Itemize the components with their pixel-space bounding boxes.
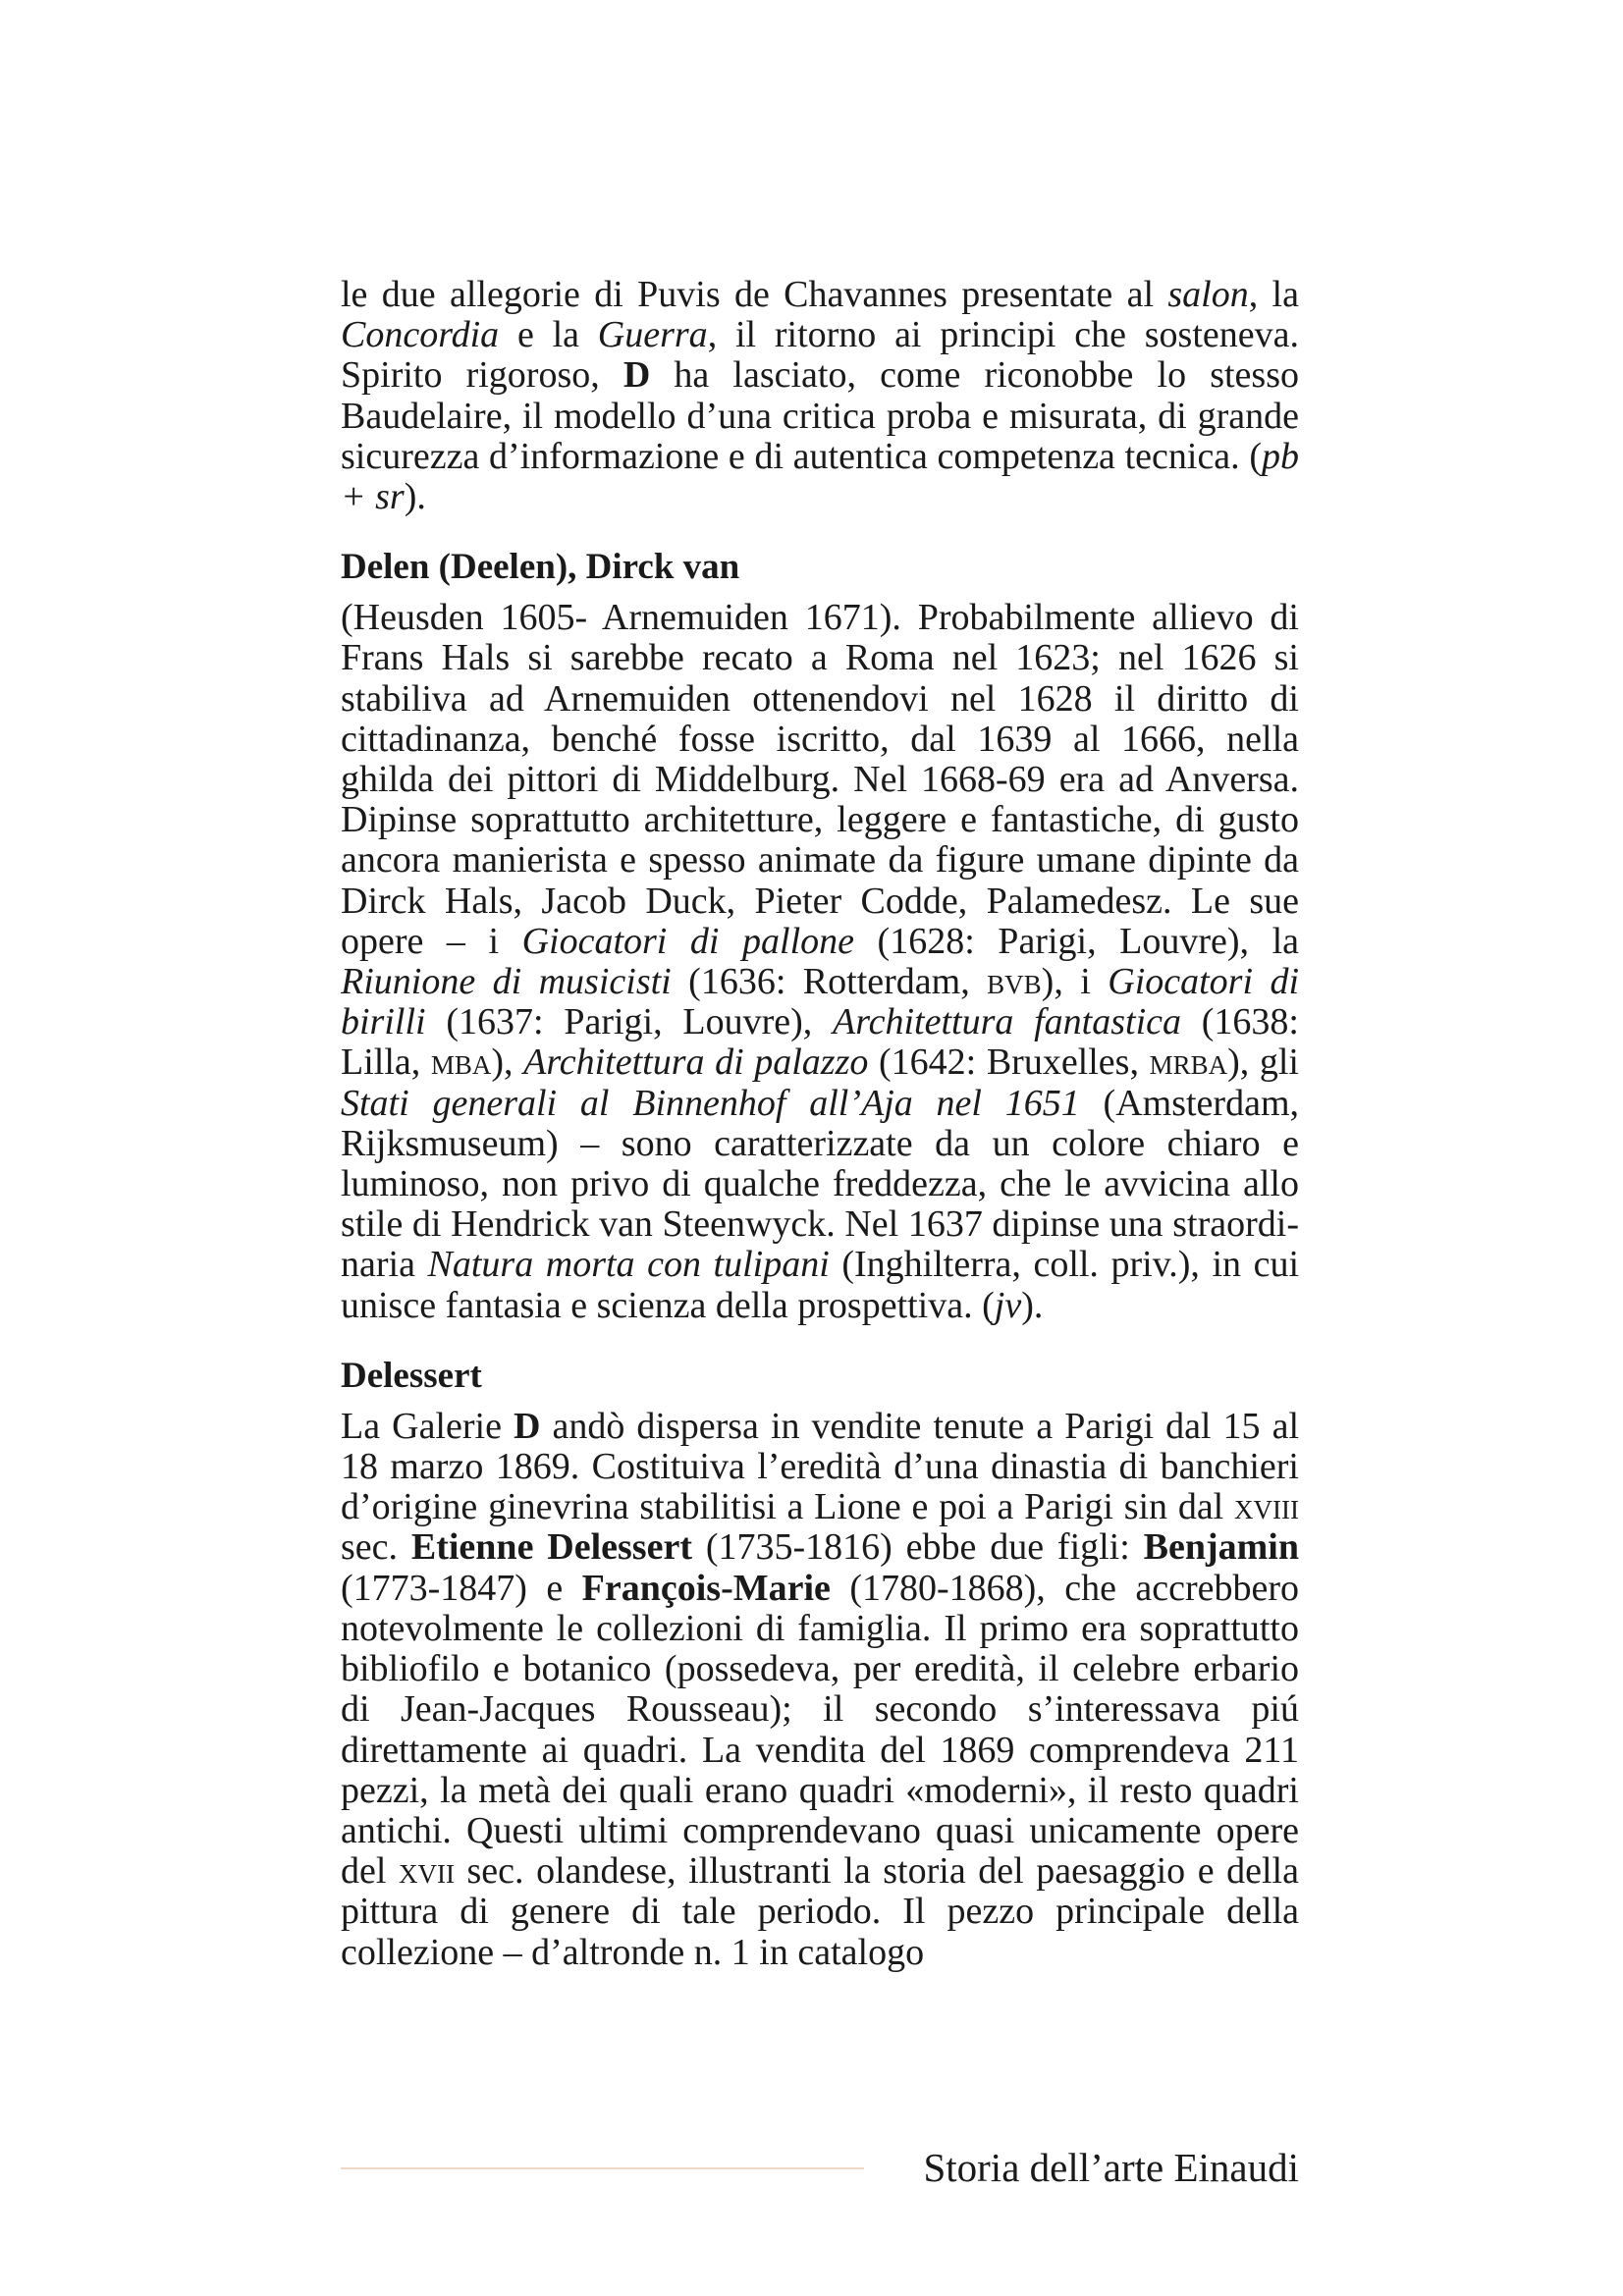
small-caps-run: xviii [1234,1486,1299,1528]
italic-run: Guerra [597,314,708,356]
text-column [341,275,1299,1973]
small-caps-run: xvii [398,1850,455,1893]
italic-run: salon [1167,274,1249,315]
italic-run: Giocatori di pallone [521,920,854,962]
entry-text-delen: (Heusden 1605- Arnemuiden 1671). Probabilmente allievo di Frans Hals si sarebbe recato a Roma nel 1623; nel 1626 si stabiliva ad Arnemuiden ottenendovi nel 1628 il diritto di cittadinanza, benché fosse iscritto, dal 1639 al 1666, nella ghilda dei pittori di Middelburg. Nel 1668-69 era ad Anversa. Dipinse soprattutto architetture, leggere e fantastiche, di gusto ancora manierista e spesso animate da figure umane dipinte da Dirck Hals, Jacob Duck, Pieter Codde, Palamedesz. Le sue opere – i Giocatori di pallone (1628: Parigi, Louvre), la Riunione di musicisti (1636: Rotterdam, bvb), i Giocatori di birilli (1637: Parigi, Louvre), Architettura fantastica (1638: Lilla, mba), Architettura di palazzo (1642: Bruxelles, mrba), gli Stati generali al Binnenhof all’Aja nel 1651 (Amsterdam, Rijksmuseum) – sono caratterizzate da un colore chiaro e luminoso, non privo di qualche freddezza, che le avvicina allo stile di Hendrick van Steenwyck. Nel 1637 dipinse una straordinaria Natura morta con tulipani (Inghilterra, coll. priv.), in cui unisce fantasia e scienza della prospettiva. (jv). [341,597,1300,1326]
italic-run: Giocatori di birilli [341,961,1300,1043]
italic-run: Architettura fantastica [833,1001,1182,1043]
bold-run: D [513,1405,541,1447]
footer-rule [341,2167,864,2169]
bold-run: D [622,354,651,397]
italic-run: Stati generali al Binnenhof all’Aja nel 1651 [341,1082,1080,1124]
italic-run: Riunione di musicisti [341,961,672,1003]
bold-run: Benjamin [1143,1526,1299,1569]
small-caps-run: bvb [987,961,1042,1003]
footer-publication-title: Storia dell’arte Einaudi [923,2145,1299,2190]
italic-run: pb + sr [341,435,1299,518]
small-caps-run: mrba [1149,1041,1228,1084]
entry-text-delessert: La Galerie D andò dispersa in vendite tenute a Parigi dal 15 al 18 marzo 1869. Costituiva l’eredità d’una dinastia di banchieri d’origine ginevrina stabilitisi a Lione e poi a Parigi sin dal xviii sec. Etienne Delessert (1735-1816) ebbe due figli: Benjamin (1773-1847) e François-Marie (1780-1868), che accrebbero notevolmente le collezioni di famiglia. Il primo era soprattutto bibliofilo e botanico (possedeva, per eredità, il celebre erbario di Jean-Jacques Rousseau); il secondo s’interessava piú direttamente ai quadri. La vendita del 1869 comprendeva 211 pezzi, la metà dei quali erano quadri «moderni», il resto quadri antichi. Questi ultimi comprendevano quasi unicamente opere del xvii sec. olandese, illustranti la storia del paesaggio e della pittura di genere di tale periodo. Il pezzo principale della collezione – d’altronde n. 1 in catalogo [341,1405,1300,1973]
italic-run: Architettura di palazzo [523,1041,869,1084]
entry-heading-delen: Delen (Deelen), Dirck van [341,547,740,588]
bold-run: François-Marie [581,1567,831,1609]
italic-run: Natura morta con tulipani [427,1244,830,1286]
italic-run: jv [994,1284,1022,1326]
bold-run: Etienne Delessert [410,1526,692,1569]
italic-run: Concordia [341,314,500,356]
entry-heading-delessert: Delessert [341,1355,482,1396]
entry-continuation-text: le due allegorie di Puvis de Chavannes presentate al salon, la Concordia e la Guerra, il ritorno ai principi che sosteneva. Spirito rigoroso, D ha lasciato, come riconobbe lo stesso Baudelaire, il modello d’una critica proba e misurata, di grande sicurezza d’informazione e di autentica competenza tecnica. (pb + sr). [341,274,1299,518]
small-caps-run: mba [430,1041,492,1084]
